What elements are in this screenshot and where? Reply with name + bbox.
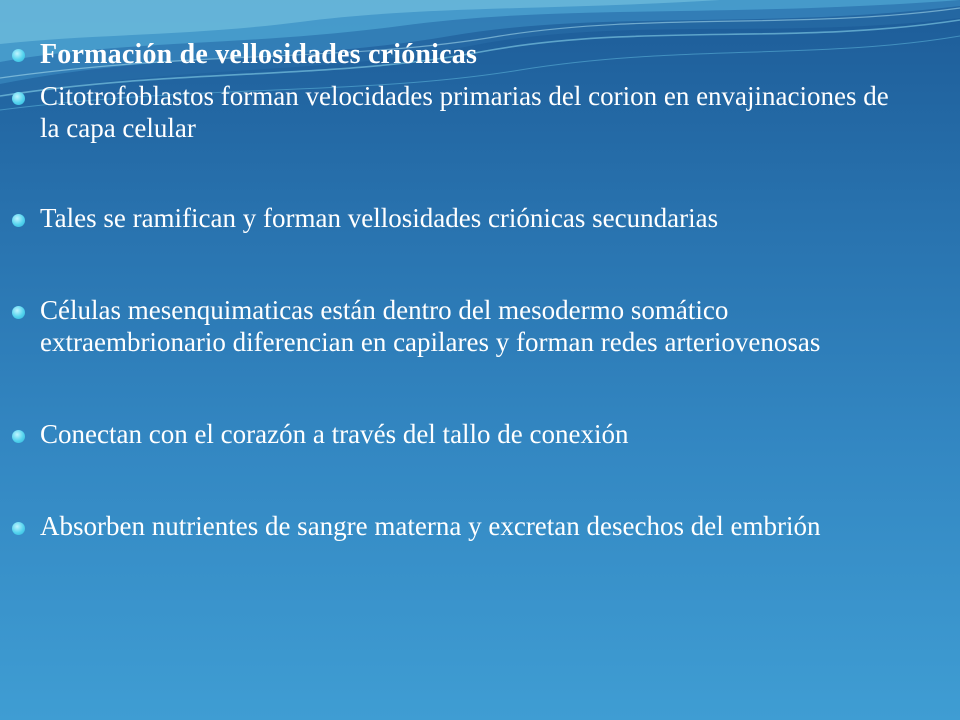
bullet-dot-icon <box>12 522 25 535</box>
bullet-dot-icon <box>12 92 25 105</box>
bullet-text: Células mesenquimaticas están dentro del mesodermo somático extraembrionario diferencian en capilares y forman redes arteriovenosas <box>40 295 821 357</box>
bullet-item <box>0 202 960 234</box>
bullet-text: Conectan con el corazón a través del tallo de conexión <box>40 419 629 449</box>
bullet-item-heading <box>0 36 960 74</box>
bullet-item <box>0 510 960 542</box>
bullet-dot-icon <box>12 214 25 227</box>
bullet-dot-icon <box>12 306 25 319</box>
bullet-text: Citotrofoblastos forman velocidades primarias del corion en envajinaciones de la capa celular <box>40 81 889 143</box>
bullet-dot-icon <box>12 49 25 62</box>
bullet-text: Absorben nutrientes de sangre materna y excretan desechos del embrión <box>40 511 821 541</box>
bullet-item <box>0 418 960 450</box>
bullet-dot-icon <box>12 430 25 443</box>
bullet-text: Tales se ramifican y forman vellosidades criónicas secundarias <box>40 203 719 233</box>
bullet-list <box>0 36 960 542</box>
bullet-item <box>0 80 960 144</box>
bullet-item <box>0 294 960 358</box>
bullet-text: Formación de vellosidades criónicas <box>40 39 478 70</box>
